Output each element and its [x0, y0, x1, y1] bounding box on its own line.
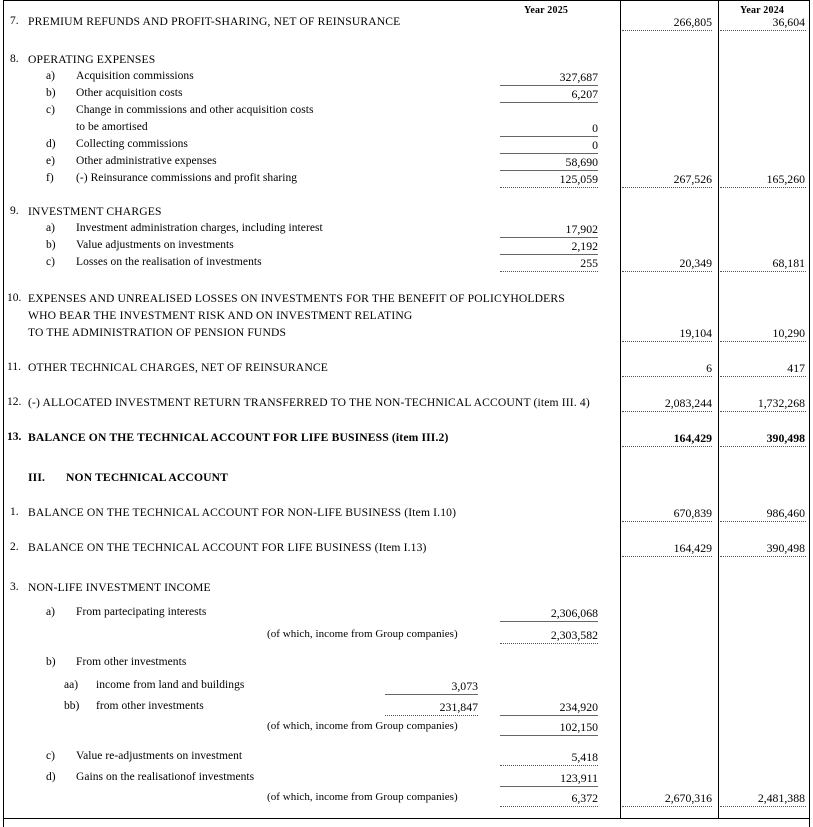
- item-10-rule-prior: [720, 341, 806, 342]
- item-9b-label: Value adjustments on investments: [76, 239, 234, 251]
- table-top-border: [3, 0, 810, 1]
- nt-item-3b-label: From other investments: [76, 656, 187, 668]
- item-9a-rule: [500, 237, 598, 238]
- nt-item-3c-label: Value re-adjustments on investment: [76, 750, 243, 762]
- nt-item-3b-aa-letter: aa): [64, 679, 79, 691]
- item-8d-letter: d): [46, 138, 56, 150]
- item-8d-rule: [500, 153, 598, 154]
- item-7-amount-current: 266,805: [673, 15, 712, 29]
- nt-item-3-number: 3.: [10, 581, 19, 593]
- section-3-title: NON TECHNICAL ACCOUNT: [66, 471, 229, 484]
- item-11-amount-prior: 417: [787, 361, 805, 375]
- nt-item-3d-label: Gains on the realisationof investments: [76, 771, 255, 783]
- item-11-title: OTHER TECHNICAL CHARGES, NET OF REINSURANCE: [28, 361, 328, 374]
- nt-item-3b-subtotal-rule: [500, 715, 598, 716]
- item-9b-letter: b): [46, 239, 56, 251]
- nt-item-1-title: BALANCE ON THE TECHNICAL ACCOUNT FOR NON-LIFE BUSINESS (Item I.10): [28, 506, 457, 519]
- nt-item-1-amount-current: 670,839: [673, 506, 712, 520]
- nt-item-3-total-current: 2,670,316: [664, 791, 712, 805]
- item-8f-rule: [500, 187, 598, 188]
- nt-item-3-rule-prior: [720, 806, 806, 807]
- nt-item-3d-note-value: 6,372: [571, 791, 598, 805]
- item-13-amount-prior: 390,498: [766, 431, 805, 445]
- item-9-number: 9.: [10, 205, 19, 217]
- item-8c-label-cont: to be amortised: [76, 121, 148, 133]
- item-13-rule-current: [622, 446, 712, 447]
- item-8e-letter: e): [46, 155, 55, 167]
- nt-item-3d-note-rule: [500, 806, 598, 807]
- column-divider-1: [620, 0, 621, 818]
- item-8b-value: 6,207: [571, 87, 598, 101]
- section-3-roman: III.: [28, 471, 46, 484]
- year-current-header: Year 2025: [524, 5, 569, 16]
- nt-item-3a-note-value: 2,303,582: [550, 628, 598, 642]
- item-8b-letter: b): [46, 87, 56, 99]
- nt-item-3c-value: 5,418: [571, 750, 598, 764]
- nt-item-2-amount-prior: 390,498: [766, 541, 805, 555]
- item-12-amount-prior: 1,732,268: [757, 396, 805, 410]
- item-9c-label: Losses on the realisation of investments: [76, 256, 262, 268]
- table-right-border: [809, 0, 810, 827]
- nt-item-3-total-prior: 2,481,388: [757, 791, 805, 805]
- nt-item-3b-bb-letter: bb): [64, 700, 80, 712]
- item-8d-label: Collecting commissions: [76, 138, 188, 150]
- nt-item-3a-note-rule: [500, 643, 598, 644]
- nt-item-3d-letter: d): [46, 771, 56, 783]
- item-10-amount-prior: 10,290: [772, 326, 805, 340]
- item-11-rule-current: [622, 376, 712, 377]
- item-8f-value: 125,059: [559, 172, 598, 186]
- item-13-amount-current: 164,429: [673, 431, 712, 445]
- column-divider-2: [718, 0, 719, 818]
- nt-item-3a-note-label: (of which, income from Group companies): [267, 628, 458, 640]
- item-8f-label: (-) Reinsurance commissions and profit sharing: [76, 172, 298, 184]
- year-prior-header: Year 2024: [740, 5, 785, 16]
- item-7-number: 7.: [10, 15, 19, 27]
- item-13-rule-prior: [720, 446, 806, 447]
- item-9c-letter: c): [46, 256, 55, 268]
- nt-item-3d-rule: [500, 786, 598, 787]
- nt-item-3b-aa-value: 3,073: [451, 679, 478, 693]
- item-8a-letter: a): [46, 70, 55, 82]
- item-10-number: 10.: [7, 292, 22, 304]
- item-8c-rule: [500, 136, 598, 137]
- nt-item-1-rule-prior: [720, 521, 806, 522]
- item-8a-rule: [500, 85, 598, 86]
- item-9c-value: 255: [580, 256, 598, 270]
- item-9b-rule: [500, 254, 598, 255]
- item-8b-label: Other acquisition costs: [76, 87, 183, 99]
- item-8-total-current: 267,526: [673, 172, 712, 186]
- nt-item-2-rule-current: [622, 556, 712, 557]
- nt-item-2-amount-current: 164,429: [673, 541, 712, 555]
- table-left-border: [3, 0, 4, 827]
- item-8e-label: Other administrative expenses: [76, 155, 217, 167]
- item-11-number: 11.: [7, 361, 21, 373]
- item-10-amount-current: 19,104: [679, 326, 712, 340]
- nt-item-3b-aa-rule: [385, 694, 478, 695]
- nt-item-3-title: NON-LIFE INVESTMENT INCOME: [28, 581, 211, 594]
- nt-item-3d-note-label: (of which, income from Group companies): [267, 791, 458, 803]
- nt-item-3b-subtotal: 234,920: [559, 700, 598, 714]
- item-11-rule-prior: [720, 376, 806, 377]
- item-8e-rule: [500, 170, 598, 171]
- item-8a-value: 327,687: [559, 70, 598, 84]
- table-bottom-border: [3, 818, 810, 819]
- item-9-title: INVESTMENT CHARGES: [28, 205, 162, 218]
- item-9-total-prior: 68,181: [772, 256, 805, 270]
- item-10-title-line2: WHO BEAR THE INVESTMENT RISK AND ON INVESTMENT RELATING: [28, 309, 413, 322]
- item-12-rule-current: [622, 411, 712, 412]
- item-7-amount-prior: 36,604: [772, 15, 805, 29]
- item-9-rule-current: [622, 271, 712, 272]
- item-8b-rule: [500, 102, 598, 103]
- item-12-rule-prior: [720, 411, 806, 412]
- item-9a-label: Investment administration charges, including interest: [76, 222, 323, 234]
- item-8-total-prior: 165,260: [766, 172, 805, 186]
- item-12-title: (-) ALLOCATED INVESTMENT RETURN TRANSFERRED TO THE NON-TECHNICAL ACCOUNT (item III. 4): [28, 396, 590, 409]
- nt-item-3b-note-rule: [500, 735, 598, 736]
- item-8-rule-current: [622, 187, 712, 188]
- nt-item-3c-letter: c): [46, 750, 55, 762]
- nt-item-3b-bb-rule: [385, 715, 478, 716]
- item-9c-rule: [500, 271, 598, 272]
- nt-item-3b-bb-value: 231,847: [439, 700, 478, 714]
- item-9a-letter: a): [46, 222, 55, 234]
- item-7-rule-current: [622, 30, 712, 31]
- nt-item-3c-rule: [500, 765, 598, 766]
- nt-item-3b-note-value: 102,150: [559, 720, 598, 734]
- item-10-title-line1: EXPENSES AND UNREALISED LOSSES ON INVESTMENTS FOR THE BENEFIT OF POLICYHOLDERS: [28, 292, 565, 305]
- item-8-rule-prior: [720, 187, 806, 188]
- item-8d-value: 0: [592, 138, 598, 152]
- item-8-number: 8.: [10, 53, 19, 65]
- item-13-number: 13.: [7, 431, 22, 443]
- item-8c-letter: c): [46, 104, 55, 116]
- item-9a-value: 17,902: [565, 222, 598, 236]
- nt-item-3d-value: 123,911: [560, 771, 598, 785]
- item-8a-label: Acquisition commissions: [76, 70, 194, 82]
- nt-item-3b-note-label: (of which, income from Group companies): [267, 720, 458, 732]
- nt-item-3a-label: From partecipating interests: [76, 606, 207, 618]
- item-12-number: 12.: [7, 396, 22, 408]
- nt-item-3b-aa-label: income from land and buildings: [96, 679, 245, 691]
- item-10-title-line3: TO THE ADMINISTRATION OF PENSION FUNDS: [28, 326, 287, 339]
- nt-item-2-title: BALANCE ON THE TECHNICAL ACCOUNT FOR LIFE BUSINESS (Item I.13): [28, 541, 427, 554]
- item-9-rule-prior: [720, 271, 806, 272]
- nt-item-3a-letter: a): [46, 606, 55, 618]
- item-9-total-current: 20,349: [679, 256, 712, 270]
- nt-item-1-amount-prior: 986,460: [766, 506, 805, 520]
- nt-item-1-number: 1.: [10, 506, 19, 518]
- item-9b-value: 2,192: [571, 239, 598, 253]
- nt-item-1-rule-current: [622, 521, 712, 522]
- nt-item-3a-rule: [500, 621, 598, 622]
- item-8e-value: 58,690: [565, 155, 598, 169]
- nt-item-2-rule-prior: [720, 556, 806, 557]
- item-12-amount-current: 2,083,244: [664, 396, 712, 410]
- item-11-amount-current: 6: [706, 361, 712, 375]
- item-10-rule-current: [622, 341, 712, 342]
- item-7-rule-prior: [720, 30, 806, 31]
- nt-item-3-rule-current: [622, 806, 712, 807]
- nt-item-3b-letter: b): [46, 656, 56, 668]
- item-8c-label: Change in commissions and other acquisition costs: [76, 104, 314, 116]
- item-8f-letter: f): [46, 172, 54, 184]
- nt-item-3a-value: 2,306,068: [550, 606, 598, 620]
- item-8c-value: 0: [592, 121, 598, 135]
- item-8-title: OPERATING EXPENSES: [28, 53, 156, 66]
- item-13-title: BALANCE ON THE TECHNICAL ACCOUNT FOR LIFE BUSINESS (item III.2): [28, 431, 449, 444]
- item-7-title: PREMIUM REFUNDS AND PROFIT-SHARING, NET OF REINSURANCE: [28, 15, 401, 28]
- nt-item-2-number: 2.: [10, 541, 19, 553]
- nt-item-3b-bb-label: from other investments: [96, 700, 204, 712]
